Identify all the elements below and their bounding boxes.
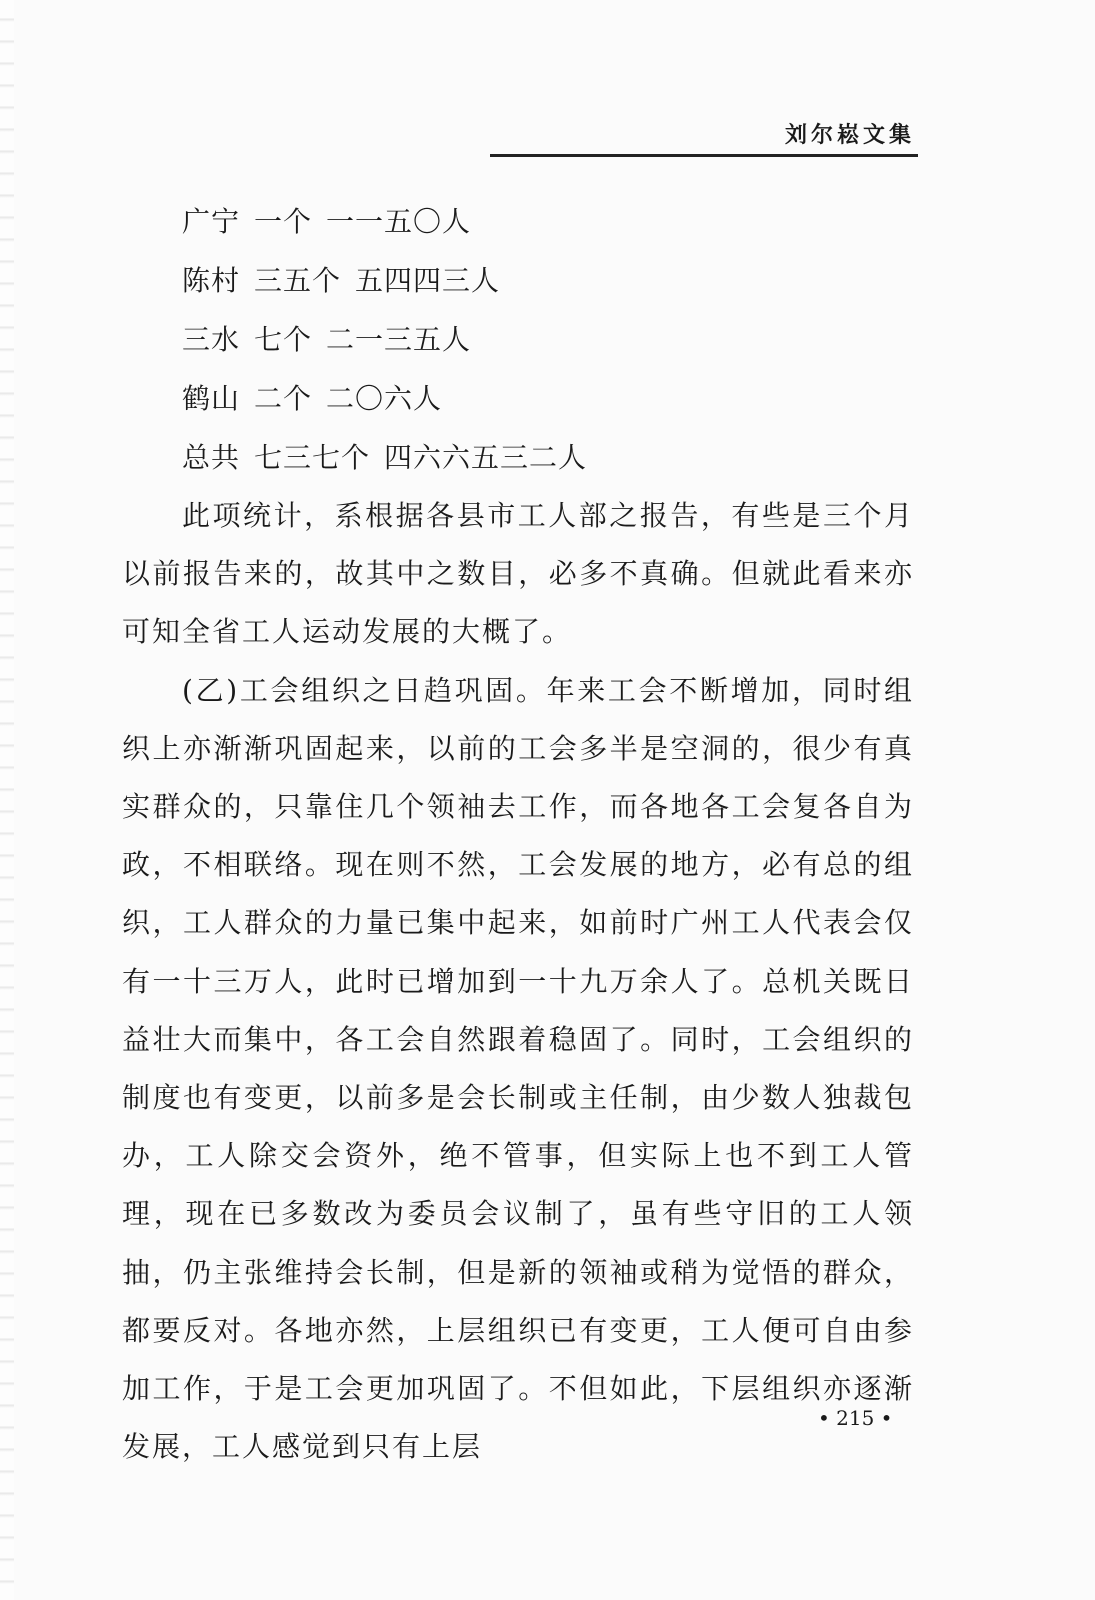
body-text: [122, 487, 914, 1476]
stat-place: 总共: [182, 441, 241, 474]
stat-place: 三水: [182, 323, 241, 356]
stat-count: 三五个: [254, 264, 342, 297]
stat-row: [182, 259, 601, 318]
stat-place: 广宁: [182, 205, 241, 238]
stat-people: 一一五〇人: [326, 205, 472, 238]
page-number: • 215 •: [818, 1406, 893, 1430]
stat-people: 二〇六人: [326, 382, 443, 415]
stat-place: 陈村: [182, 264, 241, 297]
stat-people: 四六六五三二人: [384, 441, 588, 474]
header-rule: [490, 154, 918, 157]
stat-count: 二个: [254, 382, 313, 415]
stat-people: 二一三五人: [326, 323, 472, 356]
paragraph: 此项统计，系根据各县市工人部之报告，有些是三个月以前报告来的，故其中之数目，必多不真确。但就此看来亦可知全省工人运动发展的大概了。: [122, 499, 914, 649]
stat-count: 七个: [254, 323, 313, 356]
scanned-page-edge: [0, 0, 14, 1600]
stat-row: [182, 200, 601, 259]
statistics-list: [182, 200, 601, 495]
stat-row: [182, 377, 601, 436]
stat-place: 鹤山: [182, 382, 241, 415]
running-header: 刘尔崧文集: [784, 122, 915, 148]
paragraph: (乙)工会组织之日趋巩固。年来工会不断增加，同时组织上亦渐渐巩固起来，以前的工会多半是空洞的，很少有真实群众的，只靠住几个领袖去工作，而各地各工会复各自为政，不相联络。现在则不然，工会发展的地方，必有总的组织，工人群众的力量已集中起来，如前时广州工人代表会仅有一十三万人，此时已增加到一十九万余人了。总机关既日益壮大而集中，各工会自然跟着稳固了。同时，工会组织的制度也有变更，以前多是会长制或主任制，由少数人独裁包办，工人除交会资外，绝不管事，但实际上也不到工人管理，现在已多数改为委员会议制了，虽有些守旧的工人领抽，仍主张维持会长制，但是新的领袖或稍为觉悟的群众，都要反对。各地亦然，上层组织已有变更，工人便可自由参加工作，于是工会更加巩固了。不但如此，下层组织亦逐渐发展，工人感觉到只有上层: [122, 673, 914, 1464]
stat-count: 七三七个: [254, 441, 371, 474]
stat-row: [182, 318, 601, 377]
stat-people: 五四四三人: [355, 264, 501, 297]
stat-count: 一个: [254, 205, 313, 238]
